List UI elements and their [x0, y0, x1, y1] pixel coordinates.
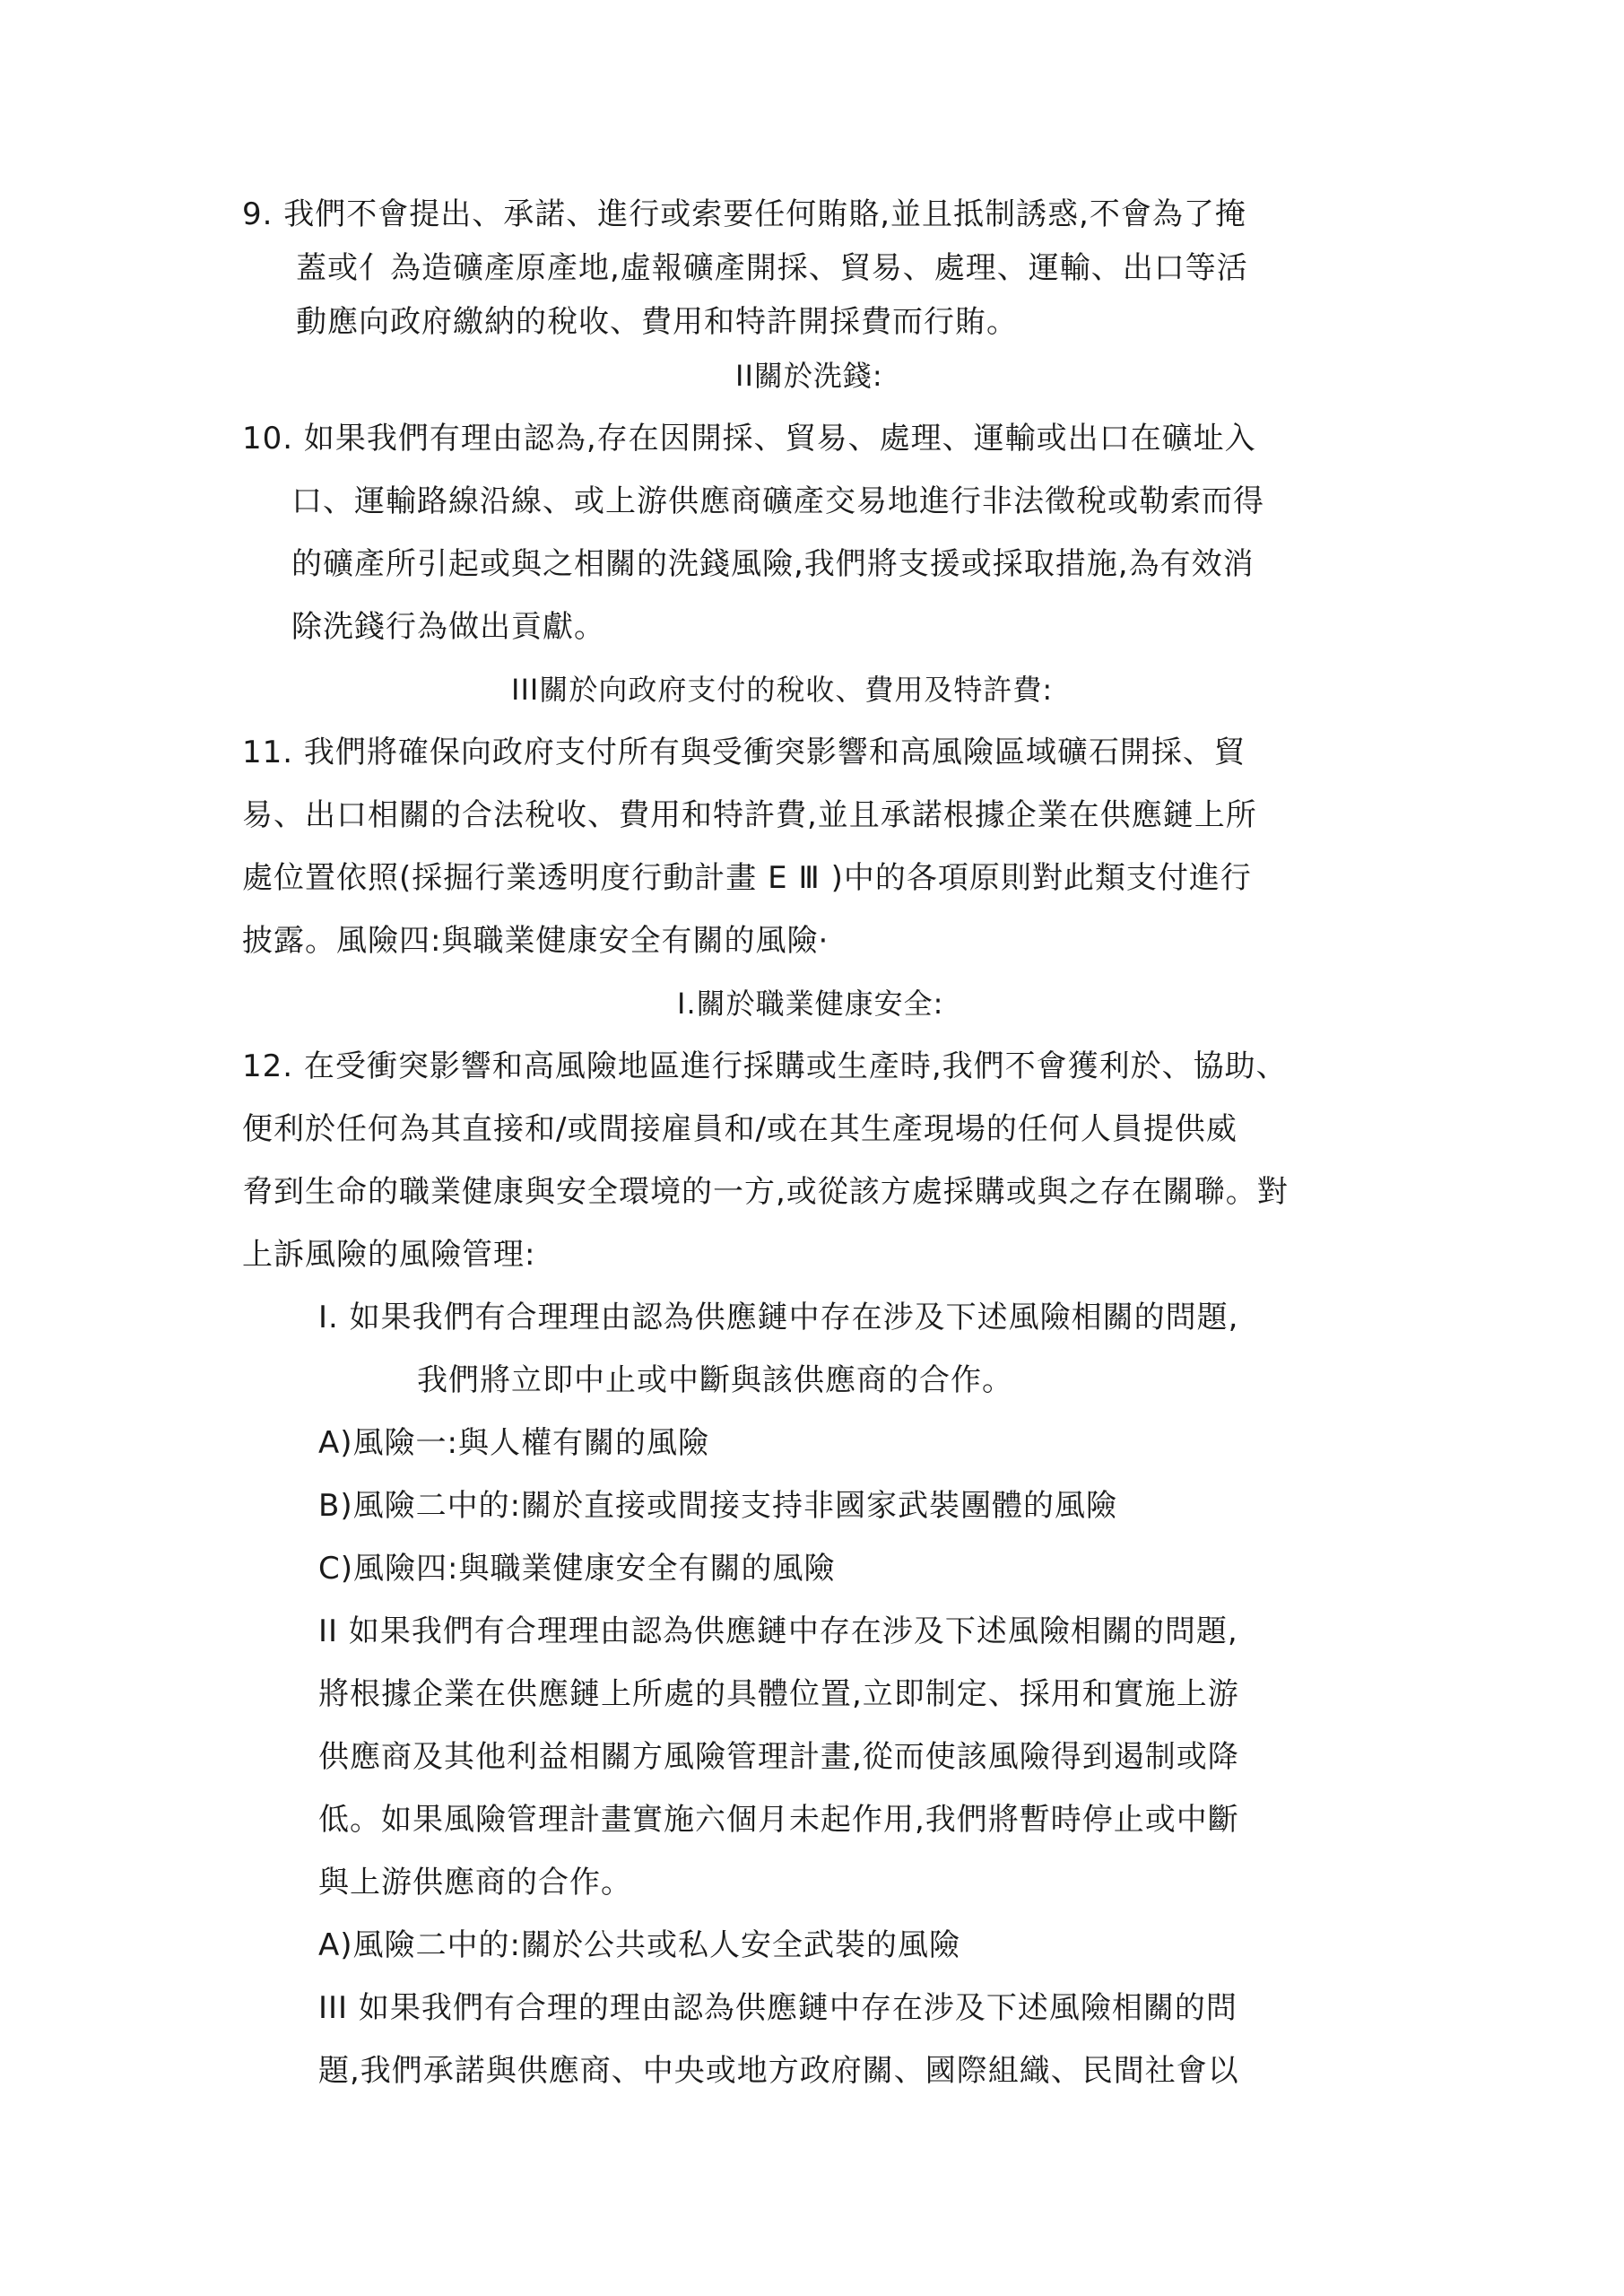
section-heading: II關於洗錢:	[735, 359, 883, 393]
text-line: 除洗錢行為做出貢獻。	[291, 609, 605, 645]
text-line: 12. 在受衝突影響和高風險地區進行採購或生產時,我們不會獲利於、協助、	[242, 1048, 1288, 1084]
text-line: I. 如果我們有合理理由認為供應鏈中存在涉及下述風險相關的問題,	[318, 1300, 1239, 1335]
text-line: 動應向政府繳納的稅收、費用和特許開採費而行賄。	[296, 304, 1018, 340]
section-heading: III關於向政府支付的稅收、費用及特許費:	[511, 673, 1054, 707]
text-line: 脅到生命的職業健康與安全環境的一方,或從該方處採購或與之存在關聯。對	[242, 1174, 1289, 1210]
text-line: 我們將立即中止或中斷與該供應商的合作。	[417, 1362, 1013, 1398]
list-item: A)風險二中的:關於公共或私人安全武裝的風險	[318, 1927, 960, 1963]
list-item: A)風險一:與人權有關的風險	[318, 1425, 709, 1461]
text-line: 供應商及其他利益相關方風險管理計畫,從而使該風險得到遏制或降	[318, 1739, 1239, 1775]
text-line: 的礦產所引起或與之相關的洗錢風險,我們將支援或採取措施,為有效消	[291, 546, 1255, 582]
text-line: 口、運輸路線沿線、或上游供應商礦產交易地進行非法徵稅或勒索而得	[291, 483, 1264, 519]
text-line: 便利於任何為其直接和/或間接雇員和/或在其生產現場的任何人員提供威	[242, 1111, 1238, 1147]
section-heading: I.關於職業健康安全:	[677, 987, 944, 1021]
text-line: 11. 我們將確保向政府支付所有與受衝突影響和高風險區域礦石開採、貿	[242, 735, 1246, 770]
text-line: 題,我們承諾與供應商、中央或地方政府關、國際組織、民間社會以	[318, 2053, 1239, 2089]
text-line: 低。如果風險管理計畫實施六個月未起作用,我們將暫時停止或中斷	[318, 1802, 1239, 1838]
text-line: 上訴風險的風險管理:	[242, 1237, 536, 1273]
text-line: 10. 如果我們有理由認為,存在因開採、貿易、處理、運輸或出口在礦址入	[242, 421, 1256, 457]
text-line: 9. 我們不會提出、承諾、進行或索要任何賄賂,並且抵制誘惑,不會為了掩	[242, 196, 1246, 232]
text-line: 蓋或亻為造礦產原產地,虛報礦產開採、貿易、處理、運輸、出口等活	[296, 250, 1248, 286]
text-line: III 如果我們有合理的理由認為供應鏈中存在涉及下述風險相關的問	[318, 1990, 1238, 2026]
list-item: C)風險四:與職業健康安全有關的風險	[318, 1551, 836, 1587]
text-line: 披露。風險四:與職業健康安全有關的風險·	[242, 923, 829, 959]
text-line: II 如果我們有合理理由認為供應鏈中存在涉及下述風險相關的問題,	[318, 1613, 1238, 1649]
text-line: 處位置依照(採掘行業透明度行動計畫 E Ⅲ )中的各項原則對此類支付進行	[242, 860, 1252, 896]
text-line: 將根據企業在供應鏈上所處的具體位置,立即制定、採用和實施上游	[318, 1676, 1239, 1712]
text-line: 易、出口相關的合法稅收、費用和特許費,並且承諾根據企業在供應鏈上所	[242, 797, 1257, 833]
text-line: 與上游供應商的合作。	[318, 1865, 632, 1900]
list-item: B)風險二中的:關於直接或間接支持非國家武裝團體的風險	[318, 1488, 1118, 1524]
